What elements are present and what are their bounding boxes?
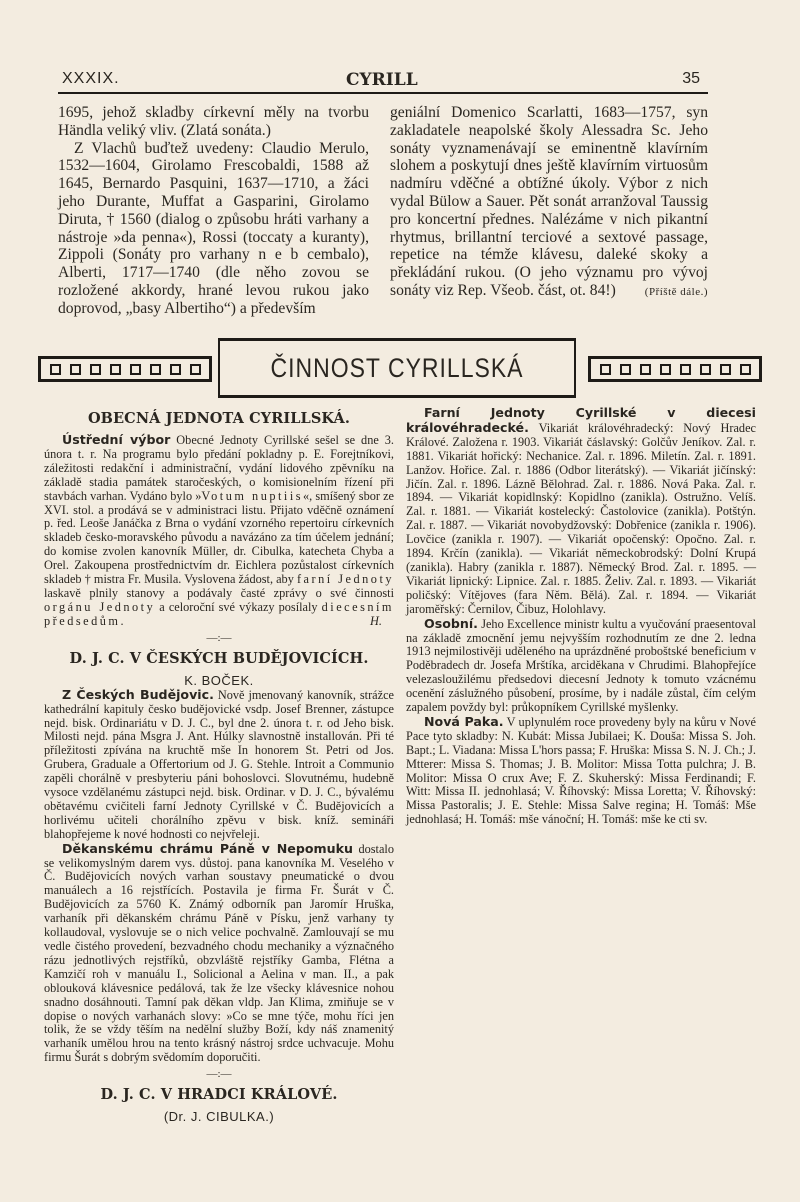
square-ornament-icon — [640, 364, 651, 375]
separator: —:— — [206, 1068, 232, 1081]
paragraph — [406, 715, 756, 827]
paragraph-lead: Osobní. — [424, 615, 478, 631]
article-continuation-left — [58, 104, 369, 318]
banner-ornament-left — [38, 356, 212, 382]
news-columns — [44, 406, 756, 1146]
square-ornament-icon — [720, 364, 731, 375]
banner-ornament-right — [588, 356, 762, 382]
section-banner-title: ČINNOST CYRILLSKÁ — [270, 352, 524, 383]
section-author: (Dr. J. CIBULKA.) — [163, 1109, 275, 1125]
paragraph-text: Obecné Jednoty Cyrillské sešel se dne 3. února t. r. Na programu bylo předání pokladny p. E. Forejtníkovi, záležitosti redakční i administrační, vydání lidového zpěvníku na základě stadia památek staročeských, o komisionelním řízení při stavbách varhan. Vydáno bylo » — [44, 433, 394, 503]
paragraph-lead: Děkanskému chrámu Páně v Nepomuku — [62, 840, 353, 856]
continued-note: (Příště dále.) — [644, 285, 708, 298]
paragraph: 1695, jehož skladby církevní měly na tvorbu Händla veliký vliv. (Zlatá sonáta.) — [58, 104, 369, 139]
square-ornament-icon — [190, 364, 201, 375]
square-ornament-icon — [680, 364, 691, 375]
volume-number: XXXIX. — [62, 70, 120, 87]
square-ornament-icon — [740, 364, 751, 375]
paragraph — [406, 406, 756, 617]
paragraph-text: Nově jmenovaný kanovník, strážce kathedrální kapituly česko budějovické vsdp. Josef Brenner, zástupce nejd. bisk. Ordinariátu v D. J. C., byl dne 2. února t. r. od Jeho bisk. Milosti nejd. pána Msgra J. Ant. Húlky slavnostně installován. Při té příležitosti zpívána na kruchtě mše In honorem St. Petri od Jos. Grubera, Graduale a Offertorium od J. G. Stehle. Introit a Communio zapěli chorálně v presbyteriu páni bohoslovci. Slovutnému, hudebně vysoce vzdělanému zástupci nejd. bisk. Ordinar. v D. J. C., bývalému obětavému cvičiteli farní Jednoty Cyrillské v Č. Budějovicích a horlivému učiteli chorálního zpěvu v bisk. kníž. semináři blahopřejeme k nové hodnosti co nejvřeleji. — [44, 687, 395, 841]
paragraph-text: «, smíšený sbor ze XVI. stol. a prodává se v administraci listu. Přijato vděčně oznámení p. řed. Leoše Janáčka z Brna o vydání vzorného repertoiru církevních skladeb česko-moravského původu a navázáno za tím účelem jednání; do komise zvolen kanovník Müller, dr. Cibulka, katecheta Chyba a Orel. Zakoupena prostřednictvím dr. Eichlera pozůstalost církevních skladeb † mistra Fr. Musila. Vyslovena žádost, aby — [44, 488, 394, 587]
paragraph-lead: Z Českých Budějovic. — [62, 686, 214, 702]
running-head — [58, 70, 708, 94]
square-ornament-icon — [620, 364, 631, 375]
paragraph — [406, 617, 756, 715]
section-heading: D. J. C. V HRADCI KRÁLOVÉ. — [100, 1086, 338, 1104]
square-ornament-icon — [130, 364, 141, 375]
square-ornament-icon — [110, 364, 121, 375]
section-heading: D. J. C. V ČESKÝCH BUDĚJOVICÍCH. — [69, 649, 369, 667]
banner-title-box — [218, 338, 576, 398]
paragraph: Z Vlachů buďtež uvedeny: Claudio Merulo, 1532—1604, Girolamo Frescobaldi, 1588 až 1645, Bernardo Pasquini, 1637—1710, a žáci jeho Durante, Muffat a Gasparini, Girolamo Diruta, † 1560 (dialog o způsobu hráti varhany a nástroje »da penna«), Rossi (toccaty a kuranty), Zippoli (Sonáty pro varhany n e b cembalo), Alberti, 1717—1740 (dle něho zovou se rozložené akkordy, hrané levou rukou jako doprovod, „basy Albertiho“) a především — [58, 139, 369, 317]
square-ornament-icon — [700, 364, 711, 375]
paragraph-lead: Nová Paka. — [424, 713, 504, 729]
paragraph-text: geniální Domenico Scarlatti, 1683—1757, syn zakladatele neapolské školy Alessadra Sc. Jeho sonáty vyznamenávají se eminentně klavírním slohem a poskytují dnes ještě klavírním virtuosům nadmíru vděčné a obtížné úkoly. Výbor z nich vydal Bülow a Sauer. Pět sonát arranžoval Taussig pro koncertní přednes. Nalézáme v nich pikantní rhytmus, brillantní terciové a sextové passage, repetice na témže klávesu, daleké skoky a překládání rukou. (O jeho významu pro vývoj sonáty viz Rep. Všeob. část, ot. 84!) — [390, 104, 708, 299]
section-banner — [38, 338, 762, 400]
spaced-text: orgánu Jednoty — [44, 599, 156, 614]
paragraph-lead: Farní Jednoty Cyrillské v diecesi královéhradecké. — [406, 405, 756, 435]
paragraph — [44, 433, 394, 629]
section-heading: OBECNÁ JEDNOTA CYRILLSKÁ. — [87, 410, 351, 427]
paragraph-text: V uplynulém roce provedeny byly na kůru v Nové Pace tyto skladby: N. Kubát: Missa Jubilaei; K. Douša: Missa S. Joh. Bapt.; L. Viadana: Missa L'hors passa; F. Hruška: Missa S. N. J. Ch.; J. Mtterer: Missa S. Thomas; J. B. Molitor: Missa Totta pulchra; J. B. Molitor: Missa O crux Ave; F. Z. Skuherský: Missa Ferdinandi; F. Witt: Missa II. jednohlasá; V. Říhovský: Missa Loretta; V. Říhovský: Missa Pastoralis; J. E. Stehle: Missa Salve regina; H. Tomáš: Mše jednohlasá; H. Tomáš: mše vánoční; H. Tomáš: mše ke cti sv. — [406, 714, 756, 827]
paragraph — [44, 688, 394, 842]
paragraph — [390, 104, 708, 300]
paragraph-text: Jeho Excellence ministr kultu a vyučování praesentoval na základě zmocnění jemu nejvyšším rozhodnutím ze dne 2. ledna 1913 nejmilostivěji uděleného na uprázdněné proboštské beneficium v Poděbradech dr. Josefa Mrštíka, arciděkana v Chrudimi. Blahopřejíce velezasloužilému předsedovi diecesní Jednoty k tomuto vzácnému ocenění záslužného působení, prosíme, by i nadále zůstal, čím celým zapalem povždy byl: průkopníkem Cyrillské myšlenky. — [406, 616, 757, 715]
square-ornament-icon — [600, 364, 611, 375]
separator: —:— — [206, 631, 232, 644]
journal-title: CYRILL — [346, 70, 418, 90]
paragraph-text: dostalo se velikomyslným darem vys. důstoj. pana kanovníka M. Veselého v Č. Budějovicích nových varhan soustavy pneumatické o dvou manuálech a 16 rejstřících. Postavila je firma Fr. Šurát v Č. Budějovicích za 5760 K. Známý odborník pan Jaromír Hruška, varhaník při děkanském chrámu Páně v Písku, jenž varhany ty kollaudoval, vyslovuje se o nich velice pochvalně. Zamlouvají se mu vedle čistého provedení, bezvadného chodu mechaniky a význačného rázu jednotlivých rejstříků, obzvláště rejstříky Gamba, Flétna a Kamzičí roh v manuálu I., Solicional a Aelina v man. II., a pak oblouková klávesnice pedálová, tak že lze všecky klávesnice nohou snadno dosáhnouti. Tamní pak děkan vldp. Jan Klima, zmiňuje se v dopise o nových varhanách slovy: »Co se mne týče, mohu říci jen tolik, že se vždy těším na nedělní služby Boží, kdy náš znamenitý varhaník umělou hrou na tento krásný nástroj srdce uchvacuje. Mohu firmu Šurát s dobrým svědomím doporučiti. — [44, 841, 394, 1065]
square-ornament-icon — [150, 364, 161, 375]
paragraph — [44, 842, 394, 1066]
paragraph-text: laskavě plnily stanovy a podávaly časté zprávy o své činnosti — [44, 585, 394, 600]
square-ornament-icon — [660, 364, 671, 375]
spaced-text: farní Jednoty — [296, 572, 395, 587]
square-ornament-icon — [70, 364, 81, 375]
section-author: K. BOČEK. — [184, 672, 254, 688]
spaced-text: diecesním předsedům. — [44, 599, 394, 628]
page-number: 35 — [682, 70, 700, 87]
square-ornament-icon — [170, 364, 181, 375]
author-signature: H. — [370, 613, 382, 628]
square-ornament-icon — [90, 364, 101, 375]
square-ornament-icon — [50, 364, 61, 375]
article-continuation-right — [390, 104, 708, 302]
paragraph-text: Vikariát královéhradecký: Nový Hradec Králové. Založena r. 1903. Vikariát čáslavský: Golčův Jeníkov. Zal. r. 1881. Vikariát hořický: Nechanice. Zal. r. 1896. Miletín. Zal. r. 1891. Lanžov. Hořice. Zal. r. 1886 (Odbor literátský). — Vikariát jičínský: Jičín. Zal. r. 1896. Lázně Bělohrad. Zal. r. 1886. Nová Paka. Zal. r. 1894. — Vikariát kopidlnský: Kopidlno (zanikla). Ostružno. Velíš. Zal. r. 1881. — Vikariát kostelecký: Častolovice (zanikla). Potštýn. Zal. r. 1887. — Vikariát novobydžovský: Dobřenice (zanikla r. 1906). Lovčice (zanikla r. 1907). — Vikariát opočenský: Opočno. Zal. r. 1894. Krčín (zanikla). — Vikariát německobrodský: Dolní Krupá (zanikla). Habry (zanikla r. 1887). Německý Brod. Zal. r. 1895. — Vikariát lipnický: Lipnice. Zal. r. 1885. Želiv. Zal. r. 1893. — Vikariát poličský: Vítějoves (fara Něm. Bělá). Zal. r. 1894. — Vikariát jaroměřský: Černilov, Čibuz, Holohlavy. — [406, 420, 756, 616]
spaced-text: Votum nuptiis — [201, 488, 304, 503]
paragraph-lead: Ústřední výbor — [62, 432, 171, 447]
paragraph-text: a celoroční své výkazy posílaly — [155, 599, 322, 614]
